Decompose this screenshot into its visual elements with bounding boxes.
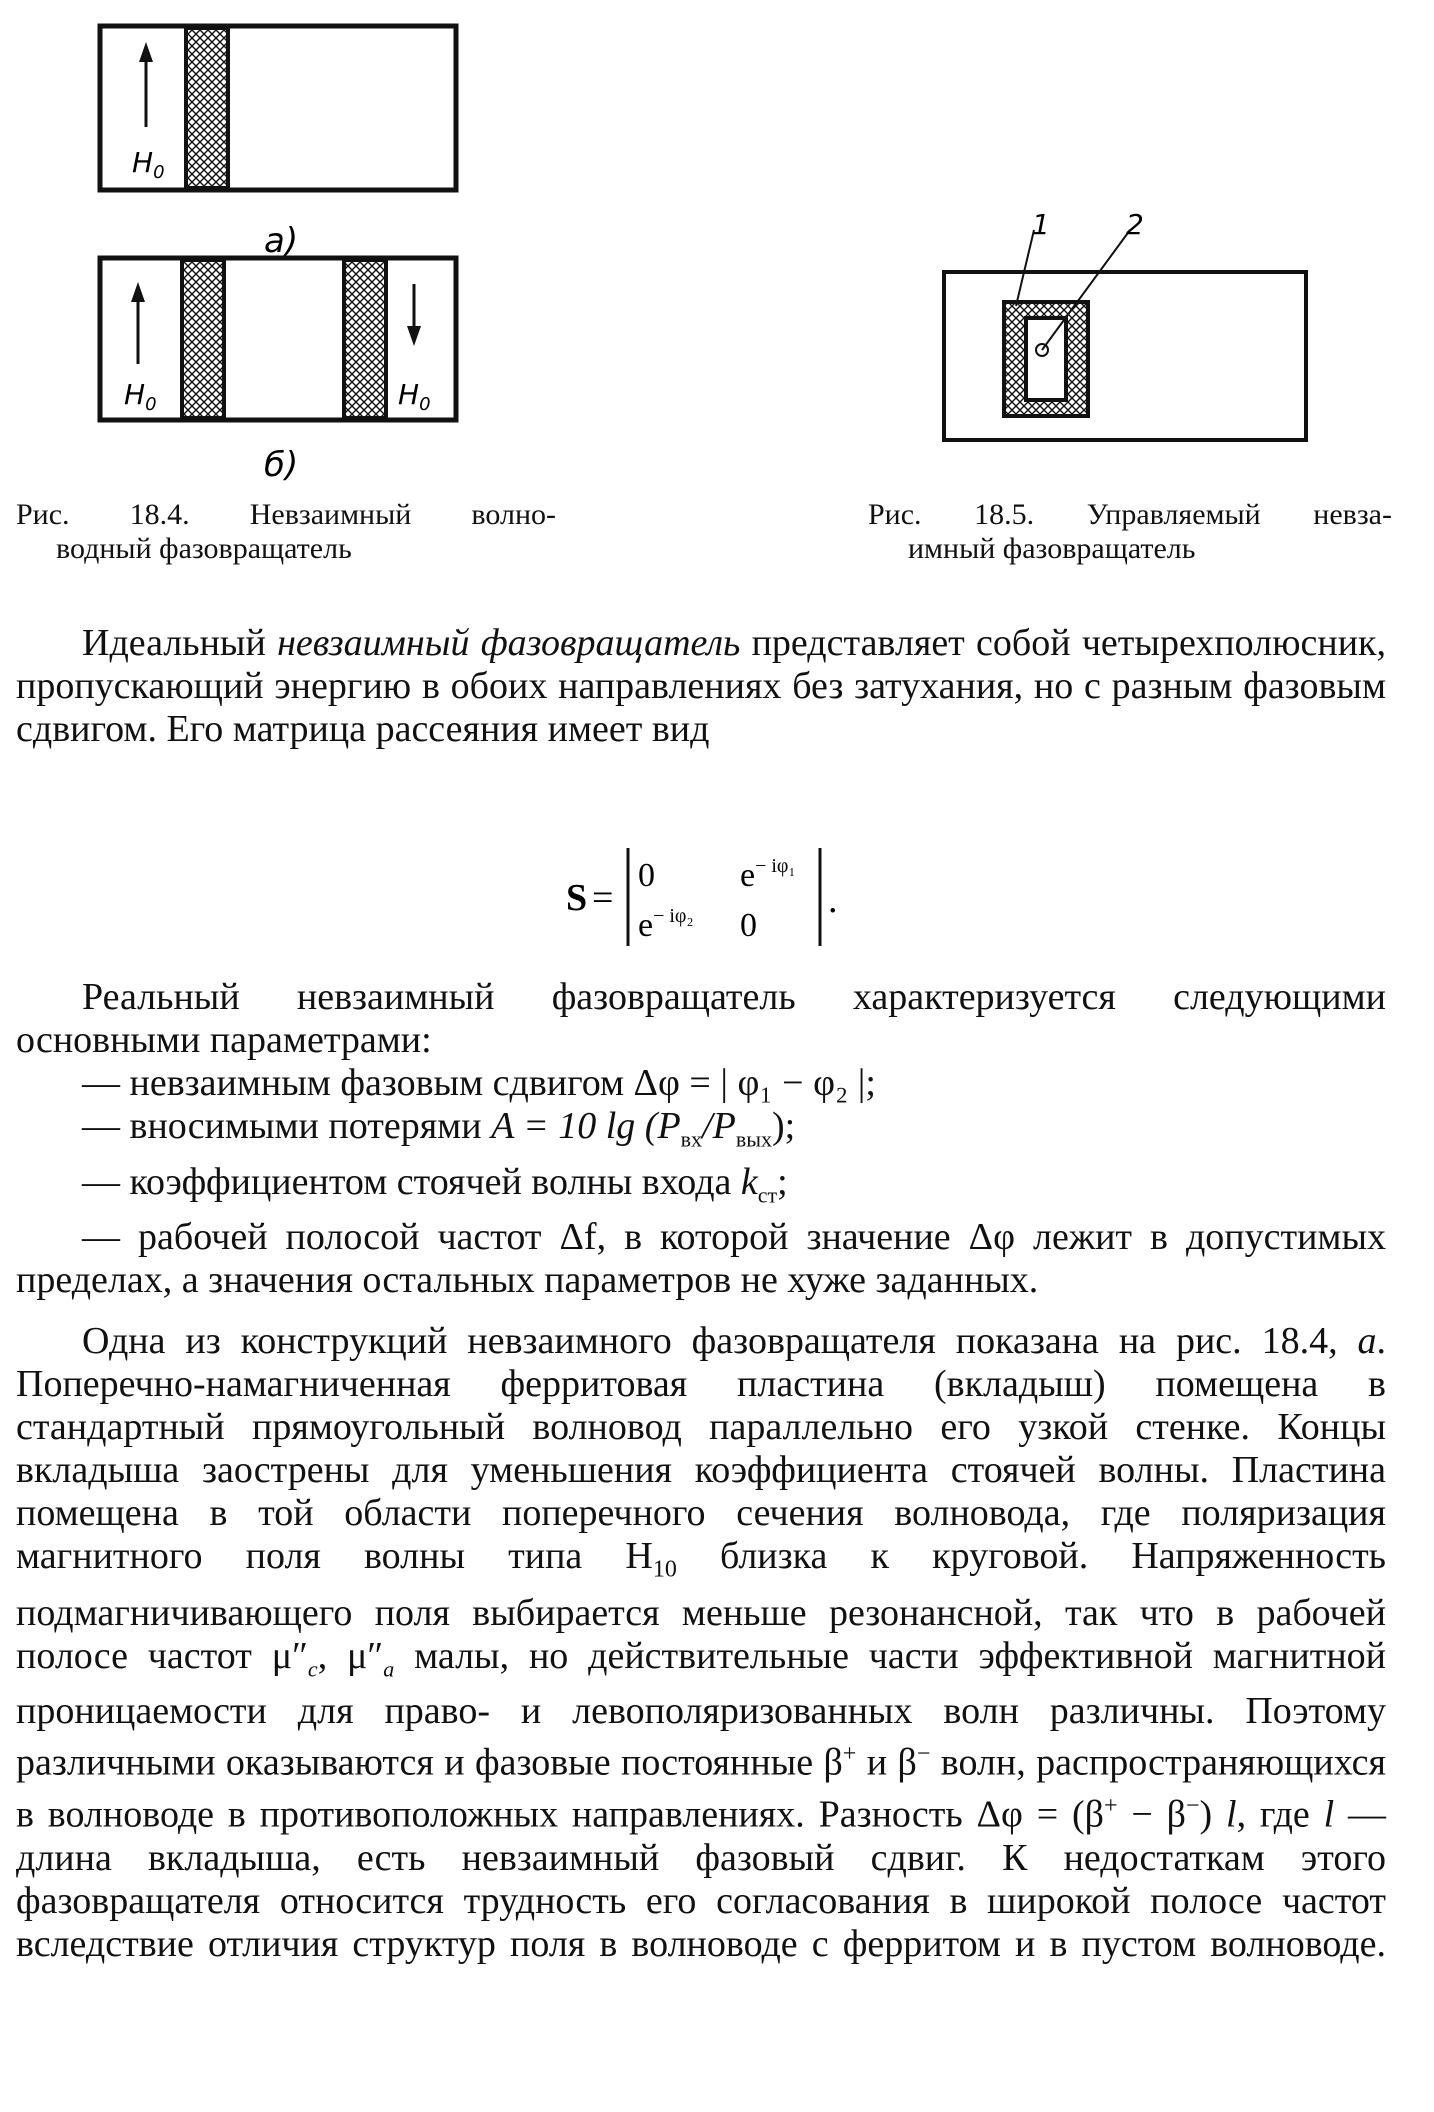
caption-184-line2: водный фазовращатель — [56, 532, 352, 565]
figure-18-4-b — [96, 254, 462, 494]
waveguide-185 — [944, 272, 1306, 440]
arrow-head-icon — [139, 42, 153, 62]
ferrite-plate-b-right — [344, 260, 386, 418]
field-label-a: $H_0$ — [132, 146, 165, 183]
para1-lead: Идеальный — [82, 622, 278, 664]
matrix-a12: e — [740, 857, 756, 894]
matrix-svg — [562, 842, 882, 952]
svg-text:e− iφ₁ — [740, 855, 795, 894]
paragraph-1 — [16, 622, 1386, 751]
para2-intro: Реальный невзаимный фазовращатель характеризуется следующими основными параметрами: — [16, 976, 1386, 1061]
matrix-eq: = — [592, 877, 614, 919]
arrow-head-icon — [407, 326, 421, 346]
scattering-matrix — [562, 842, 882, 962]
figure-18-4-a — [96, 22, 462, 262]
matrix-a11: 0 — [638, 857, 655, 894]
paragraph-2 — [16, 976, 1386, 1302]
caption-fig-18-5 — [868, 498, 1392, 566]
caption-184-line1: Рис. 18.4. Невзаимный волно- — [16, 498, 556, 531]
matrix-a12-exp: − iφ₁ — [755, 855, 796, 877]
para1-rest: представляет собой четырехполюсник, пропускающий энергию в обоих направлениях без затухания, но с разным фазовым сдвигом. Его матрица рассеяния имеет вид — [16, 622, 1386, 750]
marker-2: 2 — [1126, 210, 1144, 241]
param-item-2: — вносимыми потерями A = 10 $\lg (P_{вх}/P_{вых})$; — [82, 1105, 796, 1152]
caption-fig-18-4 — [16, 498, 556, 566]
field-label-b-left: $H_0$ — [124, 378, 157, 415]
leader-1 — [1016, 230, 1034, 306]
matrix-a21: e — [638, 907, 654, 944]
caption-185-line1: Рис. 18.5. Управляемый невза- — [868, 498, 1392, 531]
ferrite-plate-a — [186, 28, 228, 188]
para1-term: невзаимный фазовращатель — [277, 622, 741, 664]
matrix-a21-exp: − iφ₂ — [653, 905, 694, 927]
matrix-a22: 0 — [740, 907, 757, 944]
paragraph-3 — [16, 1320, 1386, 1966]
matrix-end: . — [828, 879, 838, 921]
param-item-4: — рабочей полосой частот Δf, в которой значение Δφ лежит в допустимых пределах, а значения остальных параметров не хуже заданных. — [16, 1216, 1387, 1302]
arrow-head-icon — [131, 282, 145, 302]
matrix-lhs: S — [566, 877, 588, 919]
caption-185-line2: имный фазовращатель — [908, 532, 1196, 565]
marker-1: 1 — [1032, 210, 1050, 241]
param-item-1: — невзаимным фазовым сдвигом Δφ = | φ₁ − φ₂ |; — [82, 1062, 876, 1104]
sublabel-b: б) — [264, 445, 299, 485]
field-label-b-right: $H_0$ — [398, 378, 431, 415]
sublabel-a: a) — [264, 221, 299, 261]
para3-text: Одна из конструкций невзаимного фазовращателя показана на рис. 18.4, а. Поперечно-намагниченная ферритовая пластина (вкладыш) помещена в стандартный прямоугольный волновод параллельно его узкой стенке. Концы вкладыша заострены для уменьшения коэффициента стоячей волны. Пластина помещена в той области поперечного сечения волновода, где поляризация магнитного поля волны типа $H_{10}$ близка к круговой. Напряженность подмагничивающего поля выбирается меньше резонансной, так что в рабочей полосе частот $\mu''_c$, $\mu''_a$ малы, но действительные части эффективной магнитной проницаемости для право- и левополяризованных волн различны. Поэтому различными оказываются и фазовые постоянные β+ и β− волн, распространяющихся в волноводе в противоположных направлениях. Разность Δφ = (β+ − β−) l, где l — длина вкладыша, есть невзаимный фазовый сдвиг. К недостаткам этого фазовращателя относится трудность его согласования в широкой полосе частот вследствие отличия структур поля в волноводе с ферритом и в пустом волноводе. — [16, 1320, 1387, 1965]
inner-rod — [1026, 318, 1066, 400]
figure-18-5 — [940, 210, 1320, 450]
svg-text:e− iφ₂ — [638, 905, 693, 944]
param-item-3: — коэффициентом стоячей волны входа $k_{ст}$; — [82, 1160, 788, 1208]
ferrite-plate-b-left — [182, 260, 224, 418]
